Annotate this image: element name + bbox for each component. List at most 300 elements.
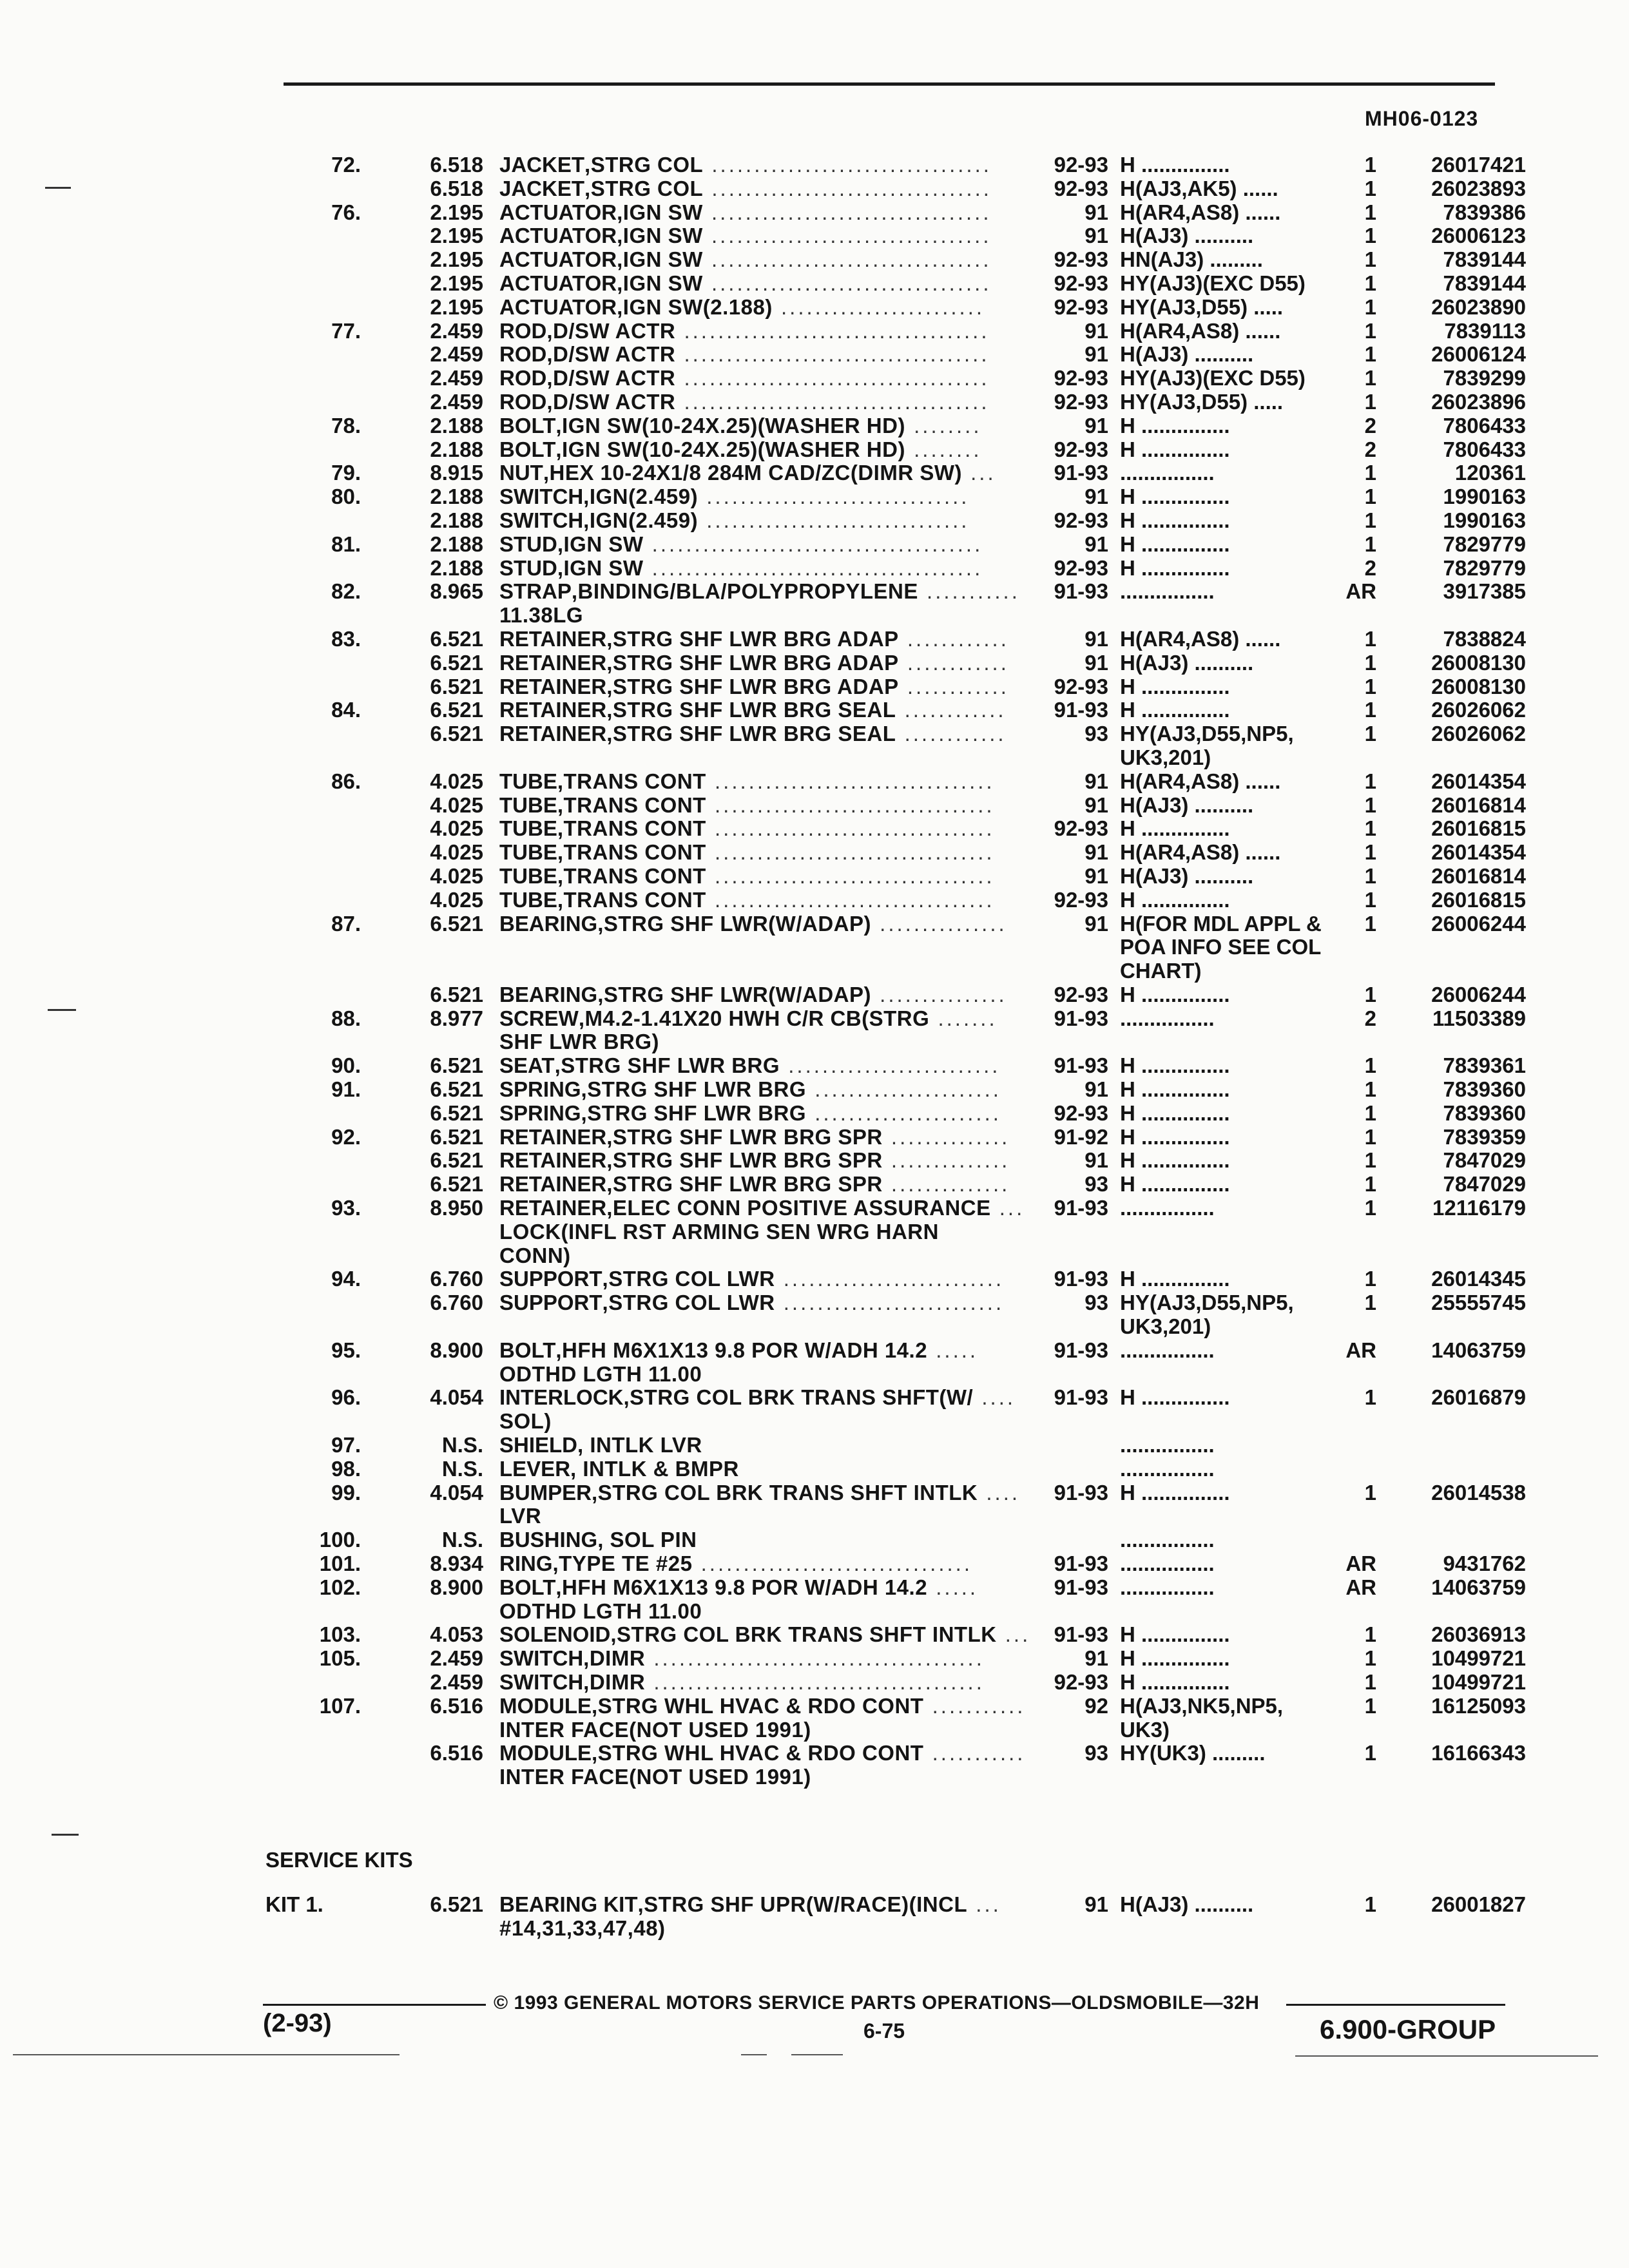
description [499, 1220, 939, 1244]
description [499, 580, 1020, 604]
model-year: 91 [1084, 413, 1108, 437]
part-number: 26023896 [1431, 389, 1526, 414]
table-row [0, 1244, 1629, 1268]
part-number: 1990163 [1443, 508, 1526, 532]
part-number: 26006244 [1431, 911, 1526, 936]
table-row [0, 580, 1629, 604]
description [499, 177, 992, 201]
ref-number: 91. [331, 1077, 361, 1102]
part-name: RETAINER [499, 1196, 607, 1220]
leader-dots: ....................................... [645, 1646, 985, 1671]
table-row [0, 224, 1629, 248]
part-detail: LVR [499, 1504, 542, 1528]
application: HY(UK3) ......... [1120, 1741, 1266, 1765]
part-detail: ,TRANS CONT [557, 840, 706, 865]
application: H ............... [1120, 674, 1230, 698]
part-number: 7839360 [1443, 1077, 1526, 1102]
part-number: 26001827 [1431, 1892, 1526, 1916]
group-number-cell: 2.188 [430, 437, 483, 461]
part-detail: SHF LWR BRG) [499, 1030, 659, 1054]
quantity: 1 [1364, 461, 1376, 485]
application: H(AJ3) .......... [1120, 1892, 1254, 1916]
leader-dots: ....................................... [643, 555, 983, 580]
part-detail: ,STRG SHF LWR BRG ADAP [606, 650, 899, 675]
part-number: 26023893 [1431, 176, 1526, 200]
part-number: 26016815 [1431, 816, 1526, 841]
leader-dots: ... [961, 461, 996, 485]
application: ................ [1120, 1006, 1215, 1030]
application: ................ [1120, 1575, 1215, 1599]
table-row [0, 390, 1629, 414]
group-number-cell: 6.521 [430, 1077, 483, 1102]
model-year: 92-93 [1054, 816, 1108, 841]
table-row [0, 959, 1629, 983]
part-name: RETAINER [499, 650, 607, 675]
application: H(AJ3) .......... [1120, 863, 1254, 888]
part-detail: , INTLK & BMPR [570, 1456, 739, 1481]
table-row [0, 1671, 1629, 1695]
description [499, 1267, 1004, 1291]
table-row [0, 1196, 1629, 1220]
description [499, 1917, 666, 1941]
ref-number: 93. [331, 1196, 361, 1220]
description [499, 533, 983, 557]
quantity: 1 [1364, 722, 1376, 746]
part-number: 26008130 [1431, 674, 1526, 698]
group-number-cell: 8.900 [430, 1575, 483, 1599]
quantity: 1 [1364, 532, 1376, 556]
description [499, 390, 990, 414]
table-row [0, 1030, 1629, 1054]
description [499, 1600, 702, 1624]
part-detail: ,STRG COL [584, 176, 704, 200]
table-row [0, 817, 1629, 841]
bottom-line [741, 2054, 767, 2055]
description [499, 1126, 1010, 1149]
part-name: SPRING [499, 1100, 581, 1125]
group-number-cell: 4.054 [430, 1480, 483, 1504]
table-row [0, 201, 1629, 225]
part-name: SOLENOID [499, 1622, 611, 1647]
part-detail: ,IGN SW [617, 247, 703, 272]
description [499, 1528, 697, 1552]
description [499, 651, 1009, 675]
leader-dots: .................................... [675, 389, 990, 414]
leader-dots: .................................... [675, 342, 990, 367]
part-detail: ,STRG COL [584, 153, 704, 177]
model-year: 93 [1084, 722, 1108, 746]
leader-dots: ................................. [706, 769, 995, 793]
part-name: ACTUATOR [499, 247, 617, 272]
part-name: SPRING [499, 1077, 581, 1102]
application: H ............... [1120, 982, 1230, 1006]
part-number: 7839361 [1443, 1053, 1526, 1078]
leader-dots: ............... [871, 911, 1007, 936]
table-row [0, 1291, 1629, 1315]
description [499, 698, 1007, 722]
ref-number: 81. [331, 532, 361, 556]
part-name: RETAINER [499, 1124, 607, 1149]
ref-number: 84. [331, 698, 361, 722]
page-number: 6-75 [863, 2019, 905, 2042]
part-name: TUBE [499, 793, 557, 817]
group-number-cell: 6.521 [430, 1148, 483, 1173]
description [499, 296, 985, 320]
part-name: STRAP [499, 579, 572, 604]
part-detail: ,TRANS CONT [557, 887, 706, 912]
leader-dots: ................................. [702, 271, 992, 295]
leader-dots: ............ [896, 698, 1007, 722]
group-number-cell: 2.459 [430, 366, 483, 390]
group-number-cell: 4.025 [430, 769, 483, 793]
application: UK3) [1120, 1717, 1170, 1742]
application: H(AR4,AS8) ...... [1120, 318, 1281, 343]
leader-dots: ........ [905, 437, 982, 461]
part-number: 26014354 [1431, 769, 1526, 793]
quantity: 1 [1364, 650, 1376, 675]
model-year: 91-93 [1054, 1552, 1108, 1576]
table-row [0, 1742, 1629, 1765]
table-row [0, 1410, 1629, 1434]
part-number: 26016814 [1431, 793, 1526, 817]
description [499, 1434, 702, 1457]
part-name: ROD [499, 389, 547, 414]
model-year: 93 [1084, 1172, 1108, 1196]
table-row [0, 1718, 1629, 1742]
group-number-cell: 6.521 [430, 698, 483, 722]
description [499, 1291, 1004, 1315]
leader-dots: .................................... [675, 318, 990, 343]
table-row [0, 1481, 1629, 1505]
group-number-cell: 6.521 [430, 1172, 483, 1196]
model-year: 92-93 [1054, 389, 1108, 414]
group-number-cell: 8.965 [430, 579, 483, 604]
quantity: 1 [1364, 911, 1376, 936]
part-name: STUD [499, 532, 557, 556]
part-detail: ,IGN SW(10-24X.25)(WASHER HD) [555, 437, 905, 461]
ref-number: 94. [331, 1267, 361, 1291]
leader-dots: ....................................... [643, 532, 983, 556]
application: H ............... [1120, 508, 1230, 532]
description [499, 438, 982, 462]
quantity: 1 [1364, 318, 1376, 343]
table-row [0, 794, 1629, 818]
application: HY(AJ3)(EXC D55) [1120, 271, 1306, 295]
quantity: 1 [1364, 1892, 1376, 1916]
description [499, 722, 1007, 746]
part-number: 7839144 [1443, 247, 1526, 272]
table-row [0, 1504, 1629, 1528]
bottom-line [1295, 2055, 1598, 2057]
part-number: 25555745 [1431, 1291, 1526, 1315]
part-number: 26016879 [1431, 1385, 1526, 1410]
application: HN(AJ3) ......... [1120, 247, 1263, 272]
ref-number: 86. [331, 769, 361, 793]
description [499, 1196, 1025, 1220]
group-number-cell: 2.188 [430, 508, 483, 532]
quantity: 1 [1364, 1148, 1376, 1173]
application: H ............... [1120, 555, 1230, 580]
table-row [0, 1552, 1629, 1576]
part-name: TUBE [499, 769, 557, 793]
leader-dots: .......................... [775, 1291, 1005, 1315]
part-name: TUBE [499, 887, 557, 912]
table-row [0, 1315, 1629, 1339]
description [499, 770, 995, 794]
application: ................ [1120, 1433, 1215, 1457]
ref-number: 107. [319, 1693, 361, 1718]
group-number-cell: 4.054 [430, 1385, 483, 1410]
application: H ............... [1120, 532, 1230, 556]
part-detail: ,STRG SHF LWR BRG SPR [606, 1124, 883, 1149]
model-year: 91-93 [1054, 698, 1108, 722]
leader-dots: .............. [882, 1148, 1010, 1173]
part-detail: ,IGN SW(2.188) [617, 294, 773, 319]
part-name: SWITCH [499, 1670, 584, 1694]
model-year: 91 [1084, 1148, 1108, 1173]
quantity: 2 [1364, 437, 1376, 461]
quantity: 2 [1364, 413, 1376, 437]
application: H(AJ3,NK5,NP5, [1120, 1693, 1284, 1718]
group-number-cell: 2.195 [430, 271, 483, 295]
group-number-cell: N.S. [441, 1456, 483, 1481]
part-name: BOLT [499, 413, 556, 437]
group-number-cell: 6.521 [430, 650, 483, 675]
part-detail: 11.38LG [499, 603, 584, 628]
part-detail: ,TRANS CONT [557, 863, 706, 888]
part-detail: ,IGN(2.459) [583, 485, 699, 509]
part-number: 11503389 [1432, 1006, 1526, 1030]
part-name: TUBE [499, 863, 557, 888]
copyright-notice: © 1993 GENERAL MOTORS SERVICE PARTS OPERATIONS—OLDSMOBILE—32H [494, 1992, 1260, 2013]
part-number: 7839299 [1443, 366, 1526, 390]
model-year: 91-93 [1054, 1267, 1108, 1291]
model-year: 92-93 [1054, 294, 1108, 319]
quantity: 1 [1364, 1385, 1376, 1410]
part-detail: ,STRG SHF LWR BRG [581, 1077, 807, 1102]
part-detail: ,TRANS CONT [557, 769, 706, 793]
group-number-cell: 2.459 [430, 342, 483, 367]
quantity: 1 [1364, 816, 1376, 841]
table-row [0, 1623, 1629, 1647]
part-name: ROD [499, 342, 547, 367]
application: POA INFO SEE COL [1120, 935, 1322, 959]
quantity: 1 [1364, 224, 1376, 248]
part-number: 26017421 [1431, 153, 1526, 177]
part-name: ROD [499, 366, 547, 390]
table-row [0, 1576, 1629, 1600]
model-year: 93 [1084, 1291, 1108, 1315]
part-detail: ,ELEC CONN POSITIVE ASSURANCE [606, 1196, 991, 1220]
ref-number: 90. [331, 1053, 361, 1078]
application: ................ [1120, 1456, 1215, 1481]
part-name: SWITCH [499, 485, 584, 509]
application: HY(AJ3,D55) ..... [1120, 389, 1284, 414]
part-number: 7829779 [1443, 555, 1526, 580]
description [499, 1339, 978, 1363]
quantity: AR [1345, 1575, 1376, 1599]
table-row [0, 461, 1629, 485]
ref-number: 78. [331, 413, 361, 437]
table-row [0, 367, 1629, 390]
table-row [0, 841, 1629, 865]
ref-number: 100. [319, 1528, 361, 1552]
description [499, 675, 1009, 699]
part-detail: ,STRG COL LWR [602, 1291, 775, 1315]
table-row [0, 936, 1629, 959]
ref-number: 98. [331, 1456, 361, 1481]
group-number-cell: 4.025 [430, 840, 483, 865]
description [499, 841, 995, 865]
application: H ............... [1120, 698, 1230, 722]
part-name: SEAT [499, 1053, 555, 1078]
ref-number: 96. [331, 1385, 361, 1410]
table-row [0, 889, 1629, 912]
leader-dots: .... [973, 1385, 1016, 1410]
ref-number: 80. [331, 485, 361, 509]
part-number: 7847029 [1443, 1172, 1526, 1196]
margin-mark [52, 1834, 79, 1836]
group-number-cell: 6.521 [430, 1053, 483, 1078]
description [499, 1054, 1000, 1078]
model-year: 91 [1084, 318, 1108, 343]
part-detail: ,HFH M6X1X13 9.8 POR W/ADH 14.2 [555, 1338, 928, 1362]
quantity: AR [1345, 1338, 1376, 1362]
part-name: SWITCH [499, 1646, 584, 1671]
leader-dots: ................................. [702, 224, 992, 248]
model-year: 91 [1084, 793, 1108, 817]
description [499, 604, 583, 628]
description [499, 983, 1007, 1007]
model-year: 91 [1084, 200, 1108, 224]
leader-dots: ...................... [806, 1077, 1001, 1102]
part-number: 10499721 [1431, 1646, 1526, 1671]
description [499, 1007, 998, 1031]
application: H(AJ3) .......... [1120, 224, 1254, 248]
part-detail: ,M4.2-1.41X20 HWH C/R CB(STRG [578, 1006, 930, 1030]
description [499, 1893, 1001, 1917]
part-detail: ,STRG WHL HVAC & RDO CONT [592, 1741, 924, 1765]
description [499, 1671, 985, 1695]
table-row [0, 509, 1629, 533]
quantity: 1 [1364, 1741, 1376, 1765]
parts-list [0, 153, 1629, 1789]
ref-number: 82. [331, 579, 361, 604]
quantity: 1 [1364, 887, 1376, 912]
application: H(AJ3) .......... [1120, 793, 1254, 817]
description [499, 367, 990, 390]
leader-dots: .............. [882, 1172, 1010, 1196]
model-year: 92-93 [1054, 437, 1108, 461]
model-year: 91-93 [1054, 1385, 1108, 1410]
leader-dots: .............. [882, 1124, 1010, 1149]
description [499, 201, 992, 225]
part-detail: ,STRG SHF LWR BRG ADAP [606, 674, 899, 698]
table-row [0, 746, 1629, 770]
group-number-cell: 2.188 [430, 532, 483, 556]
part-detail: ODTHD LGTH 11.00 [499, 1599, 702, 1623]
description [499, 1742, 1025, 1765]
part-name: ACTUATOR [499, 271, 617, 295]
quantity: 1 [1364, 389, 1376, 414]
leader-dots: ............ [896, 722, 1007, 746]
part-number: 7839113 [1444, 318, 1526, 343]
quantity: 1 [1364, 793, 1376, 817]
table-row [0, 272, 1629, 296]
group-number-cell: 6.760 [430, 1267, 483, 1291]
part-detail: ,HFH M6X1X13 9.8 POR W/ADH 14.2 [555, 1575, 928, 1599]
part-detail: ,STRG SHF LWR(W/ADAP) [597, 911, 871, 936]
description [499, 817, 995, 841]
part-detail: ,DIMR [583, 1670, 646, 1694]
quantity: 1 [1364, 1291, 1376, 1315]
table-row [0, 912, 1629, 936]
description [499, 248, 992, 272]
part-number: 16166343 [1431, 1741, 1526, 1765]
part-detail: ,STRG COL BRK TRANS SHFT(W/ [623, 1385, 974, 1410]
leader-dots: ..... [927, 1338, 979, 1362]
model-year: 92-93 [1054, 271, 1108, 295]
quantity: AR [1345, 1552, 1376, 1576]
description [499, 1410, 552, 1434]
description [499, 1149, 1010, 1173]
table-row [0, 248, 1629, 272]
document-id: MH06-0123 [1365, 107, 1479, 130]
quantity: 1 [1364, 698, 1376, 722]
group-number-cell: 8.977 [430, 1006, 483, 1030]
group-number-cell: 2.459 [430, 1646, 483, 1671]
description [499, 1718, 811, 1742]
part-name: BUSHING [499, 1528, 598, 1552]
table-row [0, 1173, 1629, 1196]
part-name: RETAINER [499, 626, 607, 651]
model-year: 92-93 [1054, 1670, 1108, 1694]
part-name: TUBE [499, 840, 557, 865]
model-year: 92-93 [1054, 887, 1108, 912]
description [499, 414, 982, 438]
footer-rule-left [263, 2004, 486, 2006]
description [499, 1363, 702, 1387]
table-row [0, 1339, 1629, 1363]
leader-dots: ................................. [706, 863, 995, 888]
part-number: 26006123 [1431, 224, 1526, 248]
leader-dots: ................................. [706, 840, 995, 865]
part-name: NUT [499, 461, 543, 485]
table-row [0, 1054, 1629, 1078]
group-number-cell: N.S. [441, 1528, 483, 1552]
part-detail: ,BINDING/BLA/POLYPROPYLENE [571, 579, 918, 604]
table-row [0, 1267, 1629, 1291]
part-detail: ,IGN SW [617, 224, 703, 248]
part-name: ACTUATOR [499, 224, 617, 248]
part-number: 26014345 [1431, 1267, 1526, 1291]
ref-number: 103. [319, 1622, 361, 1647]
part-detail: ,STRG COL BRK TRANS SHFT INTLK [610, 1622, 997, 1647]
part-detail: INTER FACE(NOT USED 1991) [499, 1717, 811, 1742]
part-detail: ,IGN(2.459) [583, 508, 699, 532]
model-year: 92-93 [1054, 176, 1108, 200]
application: H ............... [1120, 1622, 1230, 1647]
description [499, 1695, 1025, 1718]
model-year: 91 [1084, 769, 1108, 793]
leader-dots: ............................... [698, 485, 970, 509]
group-number-cell: 8.915 [430, 461, 483, 485]
part-name: BEARING [499, 911, 598, 936]
model-year: 91-93 [1054, 1622, 1108, 1647]
application: ................ [1120, 1528, 1215, 1552]
model-year: 92-93 [1054, 555, 1108, 580]
description [499, 1457, 739, 1481]
